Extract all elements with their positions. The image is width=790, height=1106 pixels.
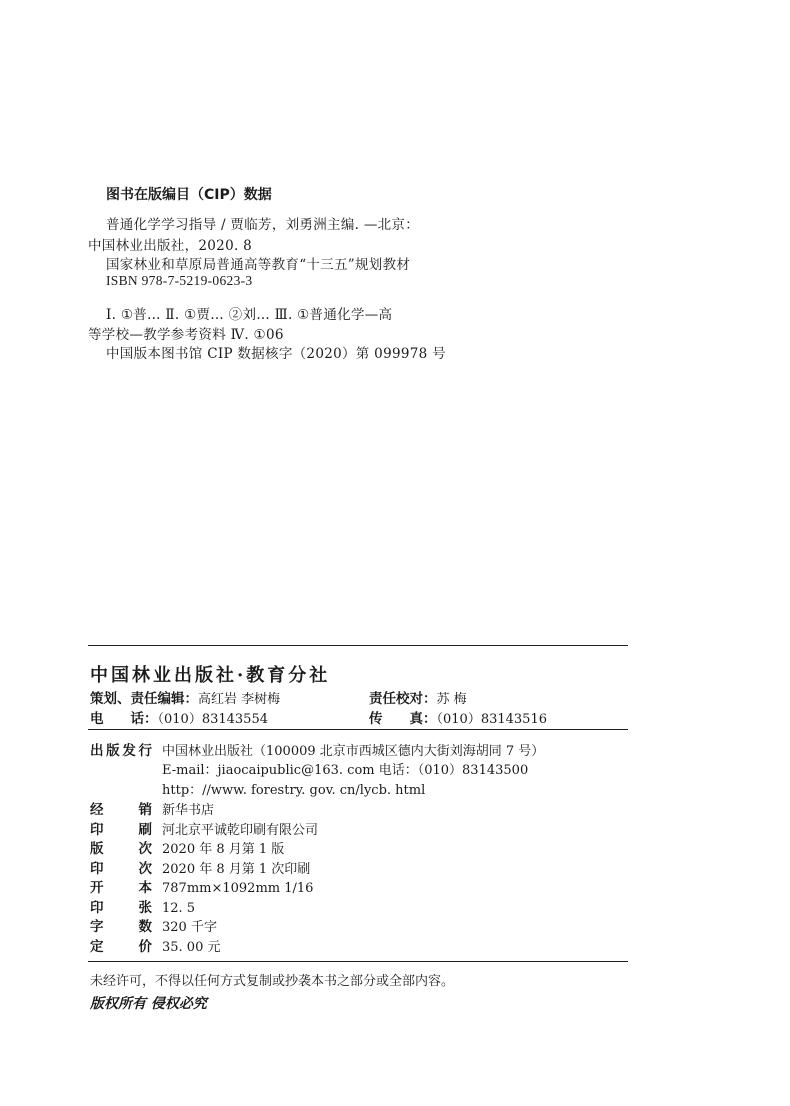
info-label: 版 次 (90, 841, 152, 857)
info-value: E-mail：jiaocaipublic@163. com 电话：（010）83143500 (162, 763, 529, 778)
info-label: 印 刷 (90, 822, 152, 838)
cip-heading: 图书在版编目（CIP）数据 (106, 187, 272, 203)
info-label: 经 销 (90, 802, 152, 818)
divider-top (88, 645, 628, 646)
info-row-distribution (90, 739, 544, 759)
phone-value: （010）83143554 (157, 712, 268, 727)
info-value: 中国林业出版社（100009 北京市西城区德内大街刘海胡同 7 号） (162, 744, 545, 759)
info-row-seller (90, 798, 214, 818)
info-label: 印 次 (90, 861, 152, 877)
info-label: 开 本 (90, 880, 152, 896)
proof-line (369, 687, 467, 707)
info-label: 定 价 (90, 939, 152, 955)
fax-value: （010）83143516 (436, 712, 547, 727)
rights-notice: 未经许可，不得以任何方式复制或抄袭本书之部分或全部内容。 (90, 974, 455, 989)
cip-line-6: 等学校—教学参考资料 Ⅳ. ①06 (88, 327, 284, 343)
info-label: 字 数 (90, 919, 152, 935)
proof-label: 责任校对： (369, 691, 437, 707)
cip-line-5: Ⅰ. ①普… Ⅱ. ①贾… ②刘… Ⅲ. ①普通化学—高 (106, 307, 393, 323)
info-row-printer (90, 818, 318, 838)
cip-line-3: 国家林业和草原局普通高等教育“十三五”规划教材 (106, 257, 411, 273)
info-row-website (162, 779, 425, 798)
phone-label: 电 话： (90, 711, 158, 727)
cip-line-7: 中国版本图书馆 CIP 数据核字（2020）第 099978 号 (106, 346, 446, 362)
phone-line (90, 707, 268, 727)
editor-label: 策划、责任编辑： (90, 691, 198, 707)
info-value: 320 千字 (162, 920, 217, 935)
info-row-edition (90, 837, 284, 857)
info-row-email (162, 759, 528, 778)
divider-bottom (88, 961, 628, 962)
cip-line-2: 中国林业出版社，2020. 8 (88, 238, 253, 254)
info-value: 35. 00 元 (162, 940, 221, 955)
info-value: 新华书店 (162, 803, 215, 818)
fax-label: 传 真： (369, 711, 437, 727)
publisher-name: 中国林业出版社·教育分社 (90, 665, 331, 686)
info-value: 2020 年 8 月第 1 次印刷 (162, 862, 311, 877)
proof-value: 苏 梅 (436, 692, 467, 707)
cip-isbn: ISBN 978-7-5219-0623-3 (106, 273, 253, 288)
info-row-impression (90, 857, 310, 877)
info-value: 2020 年 8 月第 1 版 (162, 842, 285, 857)
fax-line (369, 707, 547, 727)
info-row-price (90, 935, 220, 955)
editor-value: 高红岩 李树梅 (198, 692, 281, 707)
info-row-format (90, 876, 313, 896)
info-row-sheets (90, 896, 195, 916)
copyright-notice: 版权所有 侵权必究 (90, 996, 207, 1012)
cip-line-1: 普通化学学习指导 / 贾临芳，刘勇洲主编. —北京： (106, 217, 420, 233)
info-label: 印 张 (90, 900, 152, 916)
info-value: 787mm×1092mm 1/16 (162, 881, 314, 896)
info-value: http：//www. forestry. gov. cn/lycb. html (162, 783, 426, 798)
editor-line (90, 687, 280, 707)
divider-middle (88, 729, 628, 730)
info-label: 出版发行 (90, 743, 152, 759)
info-value: 河北京平诚乾印刷有限公司 (162, 823, 319, 838)
info-value: 12. 5 (162, 901, 196, 916)
info-row-wordcount (90, 915, 217, 935)
